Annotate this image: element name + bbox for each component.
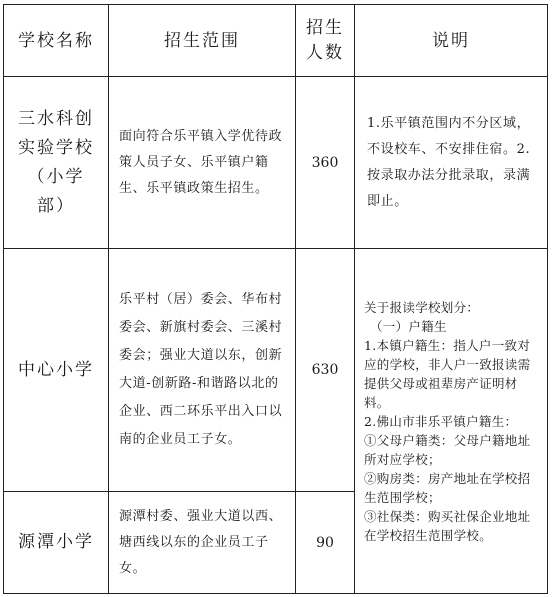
row3-scope-text: 源潭村委、强业大道以西、塘西线以东的企业员工子女。 [119,508,283,576]
row3-school-text: 源潭小学 [18,532,94,552]
shared-notes-line: ③社保类：购买社保企业地址在学校招生范围学校。 [364,508,531,543]
row2-scope [109,249,295,491]
row1-school-text: 三水科创实验学校（小学部） [18,108,94,216]
header-count-line2: 人数 [306,42,344,63]
shared-notes-line: 关于报读学校划分： [364,299,480,315]
header-scope [109,5,295,76]
row2-school-text: 中心小学 [18,359,94,380]
header-school-text: 学校名称 [18,30,94,51]
row1-count-text: 360 [311,154,339,171]
shared-notes-line: 2.佛山市非乐平镇户籍生： [364,413,518,429]
row1-scope [109,77,295,248]
header-count-line1: 招生 [306,17,344,38]
row2-scope-text: 乐平村（居）委会、华布村委会、新旗村委会、三溪村委会；强业大道以东，创新大道-创新路-和谐路以北的企业、西二环乐平出入口以南的企业员工子女。 [119,292,283,447]
row3-scope [109,492,295,593]
table-border-right [547,4,548,594]
row2-count-text: 630 [311,362,339,378]
enrollment-table [3,4,548,594]
row1-notes-text: 1.乐平镇范围内不分区域，不设校车、不安排住宿。2.按录取办法分批录取，录满即止。 [367,115,531,209]
row1-notes [355,77,547,248]
row3-count-text: 90 [316,534,334,551]
table-border-bottom [3,593,548,594]
header-count [296,5,354,76]
shared-notes-line: ②购房类：房产地址在学校招生范围学校； [364,470,531,505]
shared-notes-line: ①父母户籍类：父母户籍地址所对应学校； [364,432,531,467]
header-notes-text: 说明 [432,30,470,51]
row2-count [296,249,354,491]
shared-notes-line: 1.本镇户籍生：指人户一致对应的学校，非人户一致报读需提供父母或祖辈房产证明材料。 [364,337,531,410]
row2-school [4,249,108,491]
header-notes [355,5,547,76]
row3-school [4,492,108,593]
header-scope-text: 招生范围 [164,30,240,51]
row1-school [4,77,108,248]
row3-count [296,492,354,593]
row1-scope-text: 面向符合乐平镇入学优待政策人员子女、乐平镇户籍生、乐平镇政策生招生。 [119,128,283,196]
row1-count [296,77,354,248]
header-school [4,5,108,76]
shared-notes [355,249,547,593]
shared-notes-line: （一）户籍生 [370,318,447,334]
